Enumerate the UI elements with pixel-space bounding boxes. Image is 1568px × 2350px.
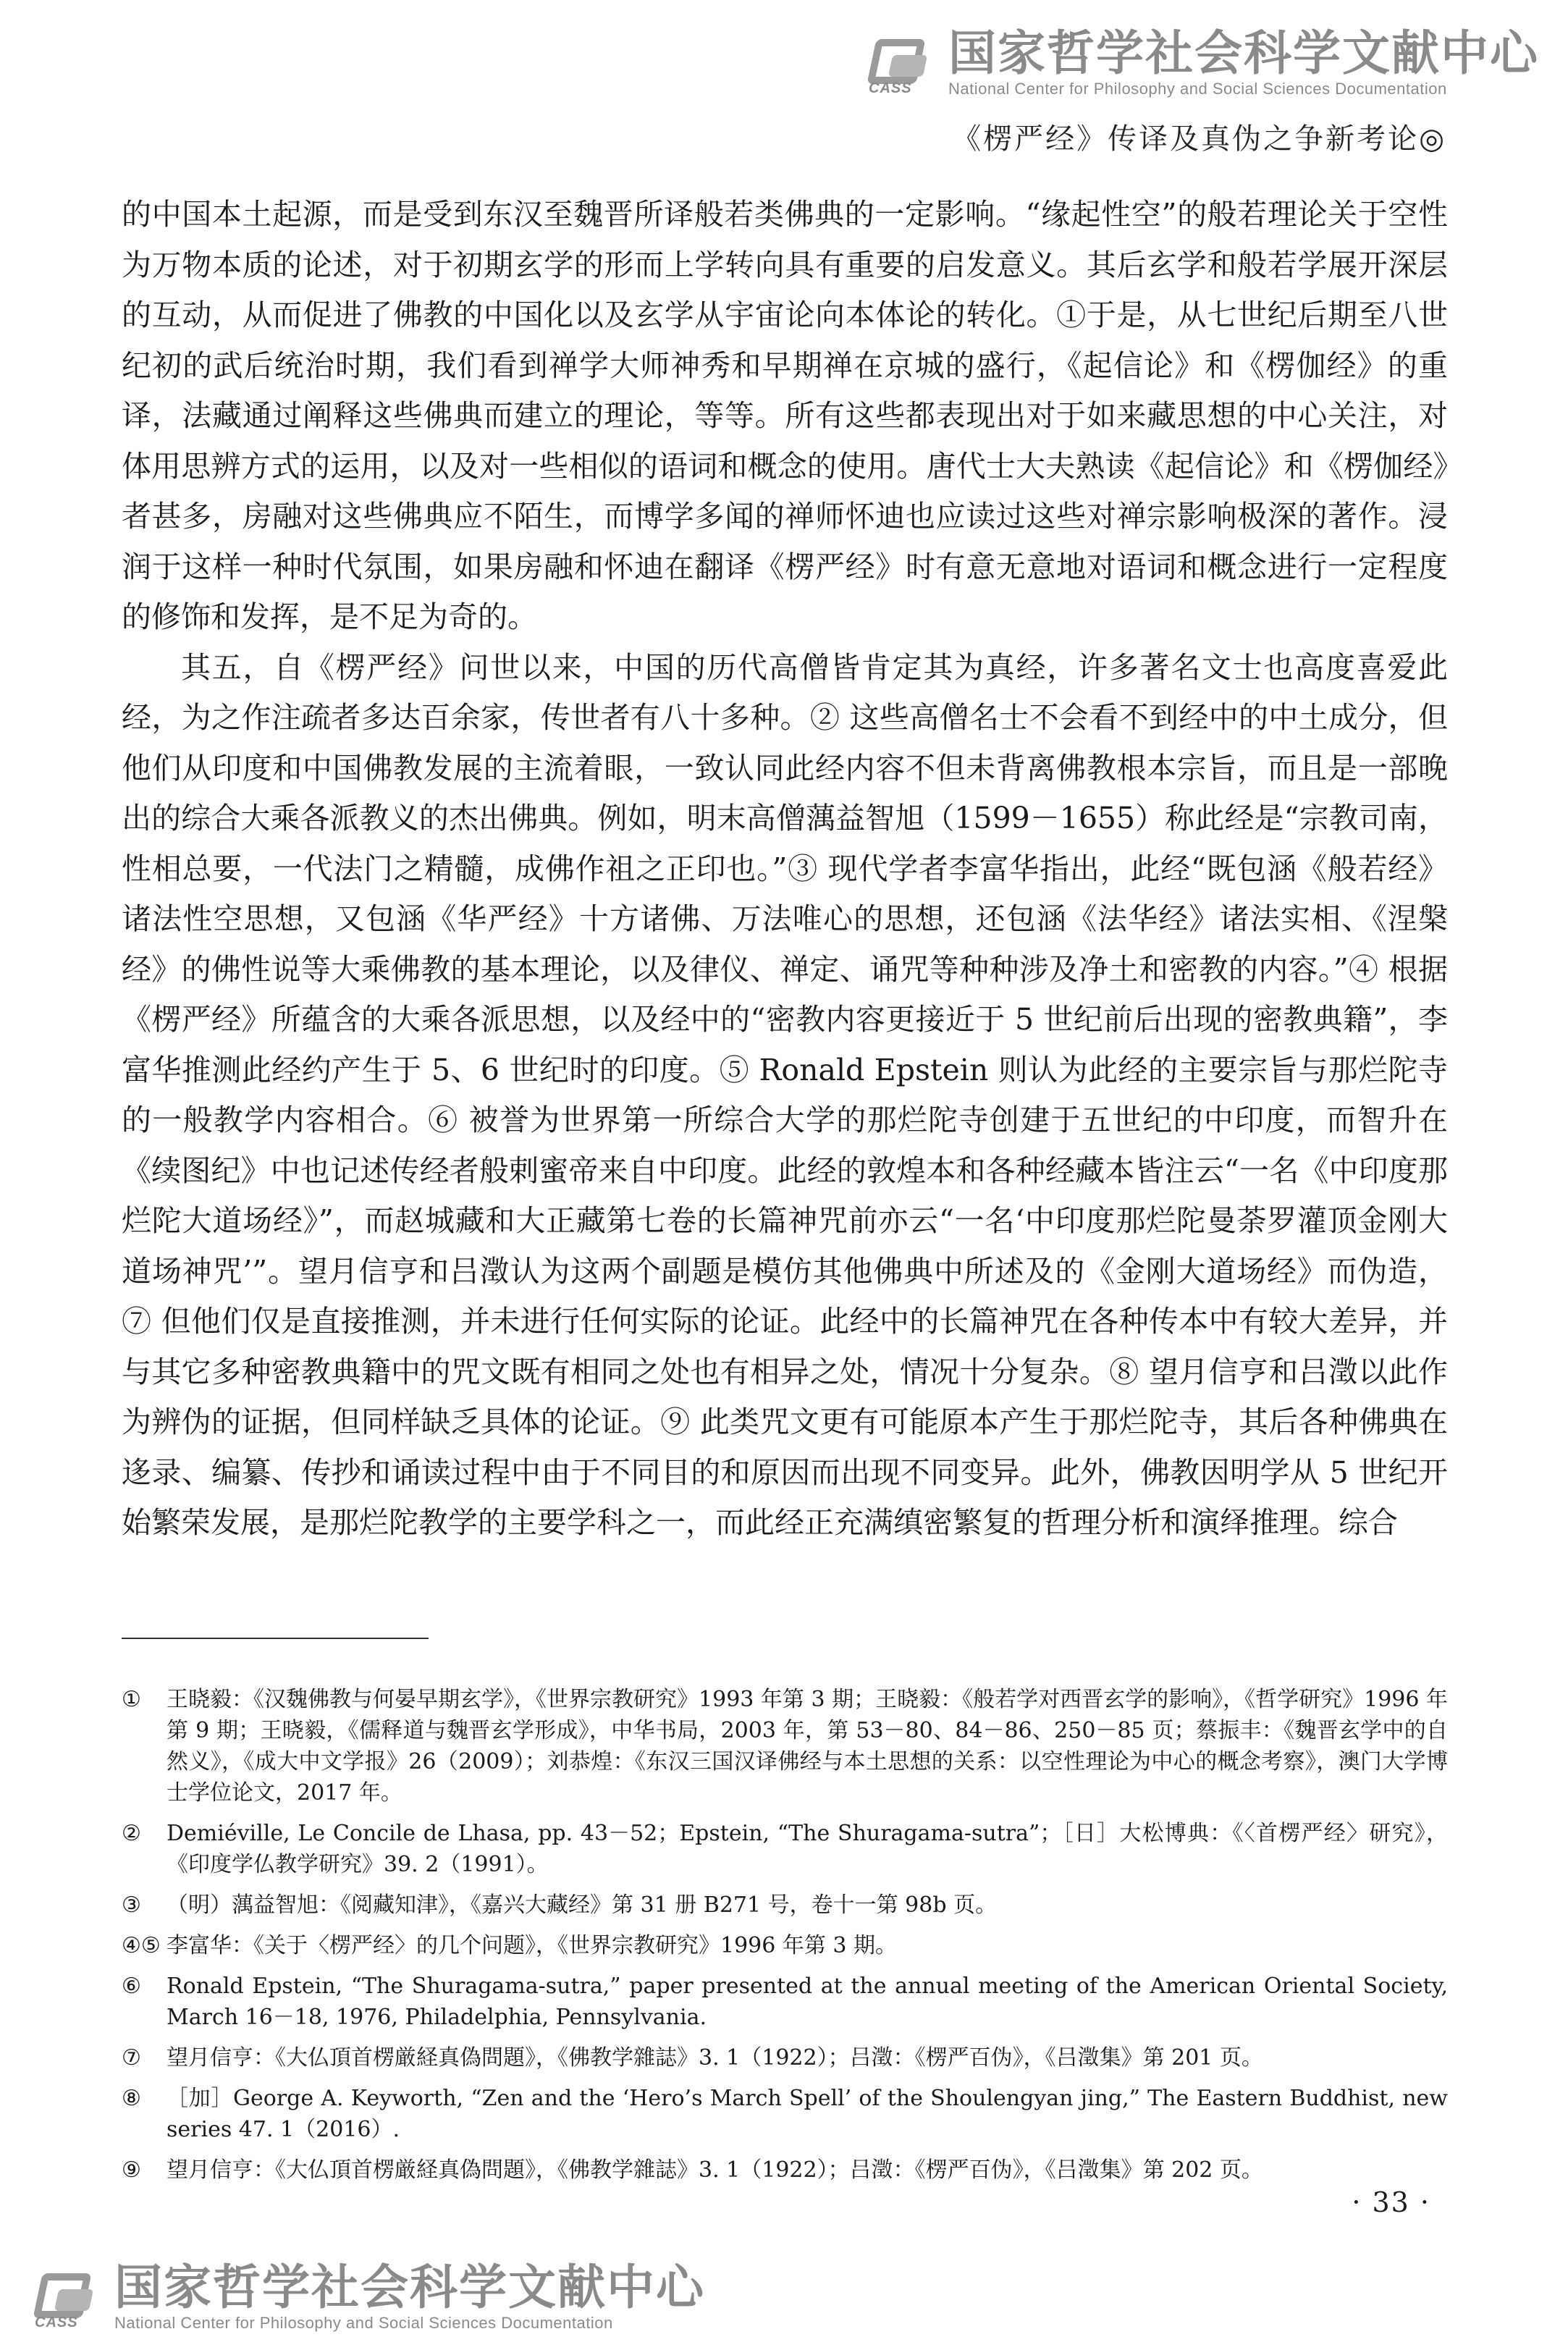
footnote-4-5	[122, 1930, 1448, 1961]
footnote-text: 望月信亨：《大仏頂首楞厳経真偽問題》，《佛教学雜誌》3. 1（1922）；吕澂：《楞严百伪》，《吕澂集》第 202 页。	[167, 2157, 1263, 2183]
footnote-mark: ③	[122, 1892, 141, 1918]
footnote-mark: ④⑤	[122, 1933, 161, 1958]
logo-chinese-name: 国家哲学社会科学文献中心	[114, 2260, 705, 2315]
footnote-7	[122, 2042, 1448, 2073]
logo-english-name: National Center for Philosophy and Social Sciences Documentation	[114, 2314, 613, 2332]
footnote-mark: ⑦	[122, 2045, 141, 2071]
footnote-mark: ⑥	[122, 1974, 141, 1999]
footnote-1	[122, 1684, 1448, 1808]
cass-logo-bottom	[32, 2262, 705, 2333]
body-paragraph-1: 的中国本土起源，而是受到东汉至魏晋所译般若类佛典的一定影响。“缘起性空”的般若理论关于空性为万物本质的论述，对于初期玄学的形而上学转向具有重要的启发意义。其后玄学和般若学展开深层的互动，从而促进了佛教的中国化以及玄学从宇宙论向本体论的转化。①于是，从七世纪后期至八世纪初的武后统治时期，我们看到禅学大师神秀和早期禅在京城的盛行，《起信论》和《楞伽经》的重译，法藏通过阐释这些佛典而建立的理论，等等。所有这些都表现出对于如来藏思想的中心关注，对体用思辨方式的运用，以及对一些相似的语词和概念的使用。唐代士大夫熟读《起信论》和《楞伽经》者甚多，房融对这些佛典应不陌生，而博学多闻的禅师怀迪也应读过这些对禅宗影响极深的著作。浸润于这样一种时代氛围，如果房融和怀迪在翻译《楞严经》时有意无意地对语词和概念进行一定程度的修饰和发挥，是不足为奇的。	[122, 197, 1448, 634]
running-header-title: 《楞严经》传译及真伪之争新考论◎	[952, 122, 1446, 156]
footnote-2	[122, 1818, 1448, 1880]
footnote-mark: ②	[122, 1821, 141, 1846]
footnote-text: 李富华：《关于〈楞严经〉的几个问题》，《世界宗教研究》1996 年第 3 期。	[167, 1933, 898, 1958]
footnote-mark: ⑧	[122, 2086, 141, 2111]
body-paragraph-2: 其五，自《楞严经》问世以来，中国的历代高僧皆肯定其为真经，许多著名文士也高度喜爱此经，为之作注疏者多达百余家，传世者有八十多种。② 这些高僧名士不会看不到经中的中土成分，但他们从印度和中国佛教发展的主流着眼，一致认同此经内容不但未背离佛教根本宗旨，而且是一部晚出的综合大乘各派教义的杰出佛典。例如，明末高僧蕅益智旭（1599－1655）称此经是“宗教司南，性相总要，一代法门之精髓，成佛作祖之正印也。”③ 现代学者李富华指出，此经“既包涵《般若经》诸法性空思想，又包涵《华严经》十方诸佛、万法唯心的思想，还包涵《法华经》诸法实相、《涅槃经》的佛性说等大乘佛教的基本理论，以及律仪、禅定、诵咒等种种涉及净土和密教的内容。”④ 根据《楞严经》所蕴含的大乘各派思想，以及经中的“密教内容更接近于 5 世纪前后出现的密教典籍”，李富华推测此经约产生于 5、6 世纪时的印度。⑤ Ronald Epstein 则认为此经的主要宗旨与那烂陀寺的一般教学内容相合。⑥ 被誉为世界第一所综合大学的那烂陀寺创建于五世纪的中印度，而智升在《续图纪》中也记述传经者般剌蜜帝来自中印度。此经的敦煌本和各种经藏本皆注云“一名《中印度那烂陀大道场经》”，而赵城藏和大正藏第七卷的长篇神咒前亦云“一名‘中印度那烂陀曼荼罗灌顶金刚大道场神咒’”。望月信亨和吕澂认为这两个副题是模仿其他佛典中所述及的《金刚大道场经》而伪造，⑦ 但他们仅是直接推测，并未进行任何实际的论证。此经中的长篇神咒在各种传本中有较大差异，并与其它多种密教典籍中的咒文既有相同之处也有相异之处，情况十分复杂。⑧ 望月信亨和吕澂以此作为辨伪的证据，但同样缺乏具体的论证。⑨ 此类咒文更有可能原本产生于那烂陀寺，其后各种佛典在迻录、编纂、传抄和诵读过程中由于不同目的和原因而出现不同变异。此外，佛教因明学从 5 世纪开始繁荣发展，是那烂陀教学的主要学科之一，而此经正充满缜密繁复的哲理分析和演绎推理。综合	[122, 649, 1448, 1540]
footnote-text: 望月信亨：《大仏頂首楞厳経真偽問題》，《佛教学雜誌》3. 1（1922）；吕澂：《楞严百伪》，《吕澂集》第 201 页。	[167, 2045, 1263, 2071]
footnote-6	[122, 1971, 1448, 2033]
cass-abbr: CASS	[869, 80, 912, 96]
footnote-8	[122, 2083, 1448, 2145]
footnote-text: Ronald Epstein, “The Shuragama-sutra,” paper presented at the annual meeting of the American Oriental Society, March 16－18, 1976, Philadelphia, Pennsylvania.	[167, 1974, 1448, 2030]
footnotes-section	[122, 1684, 1448, 2195]
cass-emblem-icon	[866, 36, 938, 96]
footnote-text: （明）蕅益智旭：《阅藏知津》，《嘉兴大藏经》第 31 册 B271 号，卷十一第 98b 页。	[167, 1892, 998, 1918]
footnote-mark: ⑨	[122, 2157, 141, 2183]
page-number: · 33 ·	[1352, 2186, 1430, 2218]
logo-chinese-name: 国家哲学社会科学文献中心	[948, 25, 1539, 81]
footnote-text: 王晓毅：《汉魏佛教与何晏早期玄学》，《世界宗教研究》1993 年第 3 期；王晓毅：《般若学对西晋玄学的影响》，《哲学研究》1996 年第 9 期；王晓毅，《儒释道与魏晋玄学形成》，中华书局，2003 年，第 53－80、84－86、250－85 页；蔡振丰：《魏晋玄学中的自然义》，《成大中文学报》26（2009）；刘恭煌：《东汉三国汉译佛经与本土思想的关系：以空性理论为中心的概念考察》，澳门大学博士学位论文，2017 年。	[167, 1687, 1448, 1806]
logo-english-name: National Center for Philosophy and Social Sciences Documentation	[948, 80, 1447, 98]
cass-abbr: CASS	[35, 2315, 78, 2330]
footnote-9	[122, 2155, 1448, 2186]
cass-emblem-icon	[32, 2270, 104, 2330]
footnote-text: ［加］George A. Keyworth, “Zen and the ‘Hero’s March Spell’ of the Shoulengyan jing,” The Eastern Buddhist, new series 47. 1（2016）.	[167, 2086, 1448, 2142]
main-body-text	[122, 190, 1448, 1549]
footnote-3	[122, 1890, 1448, 1921]
footnote-text: Demiéville, Le Concile de Lhasa, pp. 43－52；Epstein, “The Shuragama-sutra”；［日］大松博典：《〈首楞严经〉研究》，《印度学仏教学研究》39. 2（1991）。	[167, 1821, 1448, 1877]
cass-logo-top	[866, 25, 1539, 98]
footnote-divider	[122, 1638, 429, 1639]
footnote-mark: ①	[122, 1687, 141, 1712]
